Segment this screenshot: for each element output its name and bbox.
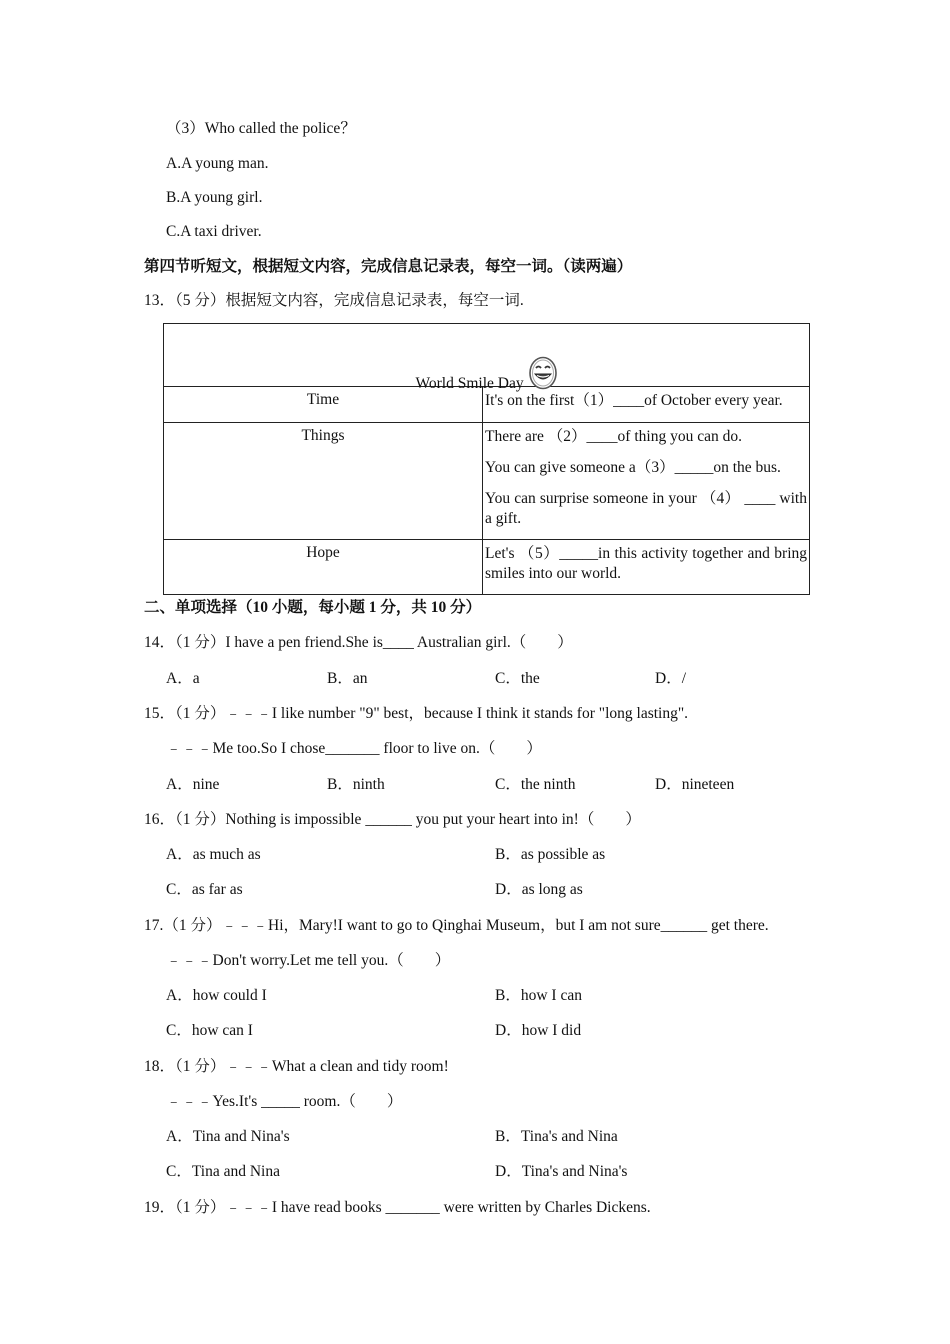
blank-line-5[interactable]: Let's （5）_____in this activity together and bring smiles into our world. xyxy=(485,545,807,582)
q15-option-c[interactable]: C．the ninth xyxy=(495,776,576,793)
q17-option-b[interactable]: B．how I can xyxy=(495,987,582,1004)
question-16-stem: 16．（1 分）Nothing is impossible ______ you put your heart into in!（ ） xyxy=(144,811,641,828)
question-12-3-stem: （3）Who called the police？ xyxy=(166,120,356,137)
q16-option-c[interactable]: C．as far as xyxy=(166,881,243,898)
q18-option-b[interactable]: B．Tina's and Nina xyxy=(495,1128,618,1145)
q15-option-b[interactable]: B．ninth xyxy=(327,776,385,793)
q17-option-c[interactable]: C．how can I xyxy=(166,1022,253,1039)
q17-option-d[interactable]: D．how I did xyxy=(495,1022,582,1039)
q15-option-a[interactable]: A．nine xyxy=(166,776,220,793)
blank-line-1[interactable]: It's on the first（1）____of October every year. xyxy=(485,392,783,409)
question-14-stem: 14．（1 分）I have a pen friend.She is____ Australian girl.（ ） xyxy=(144,634,573,651)
q14-option-a[interactable]: A．a xyxy=(166,670,200,687)
smiley-face-icon xyxy=(529,356,557,390)
blank-line-3[interactable]: You can give someone a（3）_____on the bus. xyxy=(485,459,781,476)
question-18-stem: 18．（1 分）﹣﹣﹣What a clean and tidy room! xyxy=(144,1058,449,1075)
blank-line-4[interactable]: You can surprise someone in your （4） ____ with a gift. xyxy=(485,490,807,527)
option-c[interactable]: C.A taxi driver. xyxy=(166,223,262,240)
q14-option-d[interactable]: D．/ xyxy=(655,670,687,687)
section-heading: 第四节听短文，根据短文内容，完成信息记录表，每空一词。（读两遍） xyxy=(144,258,633,275)
question-15-stem: 15．（1 分）﹣﹣﹣I like number "9" best，because I think it stands for "long lasting". xyxy=(144,705,689,722)
q18-option-d[interactable]: D．Tina's and Nina's xyxy=(495,1163,628,1180)
question-15-reply: ﹣﹣﹣Me too.So I chose_______ floor to live on.（ ） xyxy=(166,740,542,757)
question-19-stem: 19．（1 分）﹣﹣﹣I have read books _______ were written by Charles Dickens. xyxy=(144,1199,651,1216)
row-label-things: Things xyxy=(164,423,483,540)
table-title: World Smile Day xyxy=(415,375,524,392)
blank-line-2[interactable]: There are （2）____of thing you can do. xyxy=(485,428,742,445)
q18-option-a[interactable]: A．Tina and Nina's xyxy=(166,1128,290,1145)
table-title-cell xyxy=(164,324,810,392)
q17-option-a[interactable]: A．how could I xyxy=(166,987,267,1004)
row-label-hope: Hope xyxy=(164,540,483,595)
question-18-reply: ﹣﹣﹣Yes.It's _____ room.（ ） xyxy=(166,1093,403,1110)
q16-option-b[interactable]: B．as possible as xyxy=(495,846,606,863)
row-content-hope xyxy=(483,540,810,595)
q14-option-b[interactable]: B．an xyxy=(327,670,368,687)
q16-option-d[interactable]: D．as long as xyxy=(495,881,583,898)
row-label-time: Time xyxy=(164,387,483,423)
row-content-things xyxy=(483,423,810,540)
q14-option-c[interactable]: C．the xyxy=(495,670,540,687)
q16-option-a[interactable]: A．as much as xyxy=(166,846,261,863)
question-17-stem: 17.（1 分）﹣﹣﹣Hi，Mary!I want to go to Qinghai Museum，but I am not sure______ get there. xyxy=(144,917,769,934)
info-record-table xyxy=(163,323,810,595)
option-a[interactable]: A.A young man. xyxy=(166,155,269,172)
question-17-reply: ﹣﹣﹣Don't worry.Let me tell you.（ ） xyxy=(166,952,451,969)
q15-option-d[interactable]: D．nineteen xyxy=(655,776,735,793)
option-b[interactable]: B.A young girl. xyxy=(166,189,263,206)
part-heading: 二、单项选择（10 小题，每小题 1 分，共 10 分） xyxy=(144,599,482,616)
q18-option-c[interactable]: C．Tina and Nina xyxy=(166,1163,280,1180)
question-13-stem: 13．（5 分）根据短文内容，完成信息记录表，每空一词. xyxy=(144,292,524,309)
